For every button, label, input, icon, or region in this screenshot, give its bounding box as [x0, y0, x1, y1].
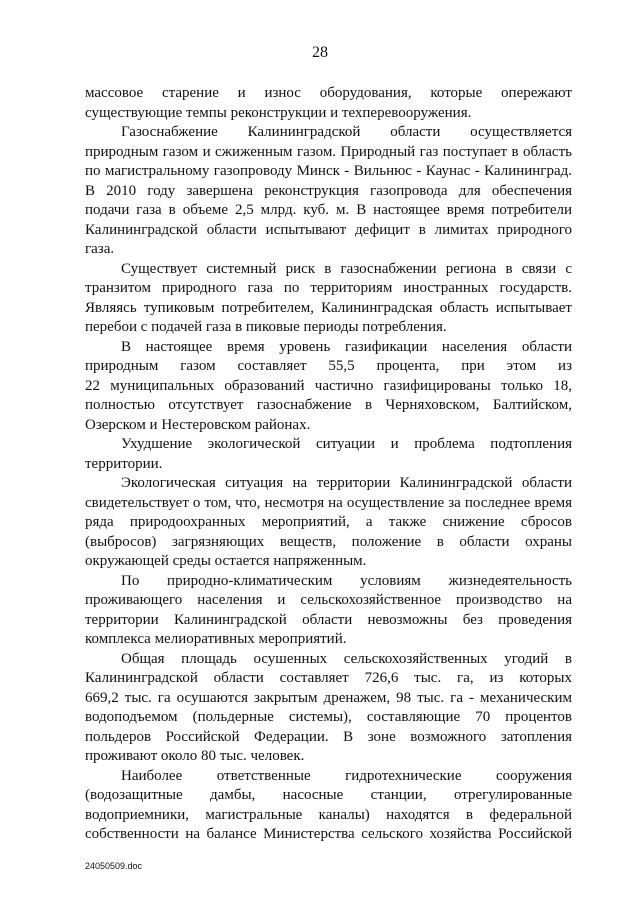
- text-line: (выбросов) загрязняющих веществ, положение в области охраны: [85, 533, 572, 550]
- paragraph: [85, 435, 572, 474]
- text-line: водоподъемом (польдерные системы), составляющие 70 процентов: [85, 709, 572, 725]
- text-line: Являясь тупиковым потребителем, Калининградская область испытывает: [85, 299, 572, 316]
- text-line: польдеров Российской Федерации. В зоне возможного затопления: [85, 728, 572, 745]
- paragraph: [85, 474, 572, 572]
- text-line: 669,2 тыс. га осушаются закрытым дренажем, 98 тыс. га - механическим: [85, 689, 572, 706]
- paragraph: [85, 338, 572, 436]
- paragraph: [85, 767, 572, 845]
- text-line: В настоящее время уровень газификации населения области: [121, 338, 572, 355]
- paragraph: [85, 650, 572, 767]
- paragraph: [85, 84, 572, 123]
- paragraph: [85, 123, 572, 260]
- text-line: Экологическая ситуация на территории Калининградской области: [121, 475, 572, 491]
- text-line: перебои с подачей газа в пиковые периоды потребления.: [85, 319, 447, 335]
- text-line: территории.: [85, 455, 163, 472]
- footer-filename: 24050509.doc: [85, 861, 143, 871]
- page-number: 28: [312, 44, 328, 61]
- text-line: по магистральному газопроводу Минск - Вильнюс - Каунас - Калининград.: [85, 163, 572, 179]
- text-line: природным газом составляет 55,5 процента, при этом из: [85, 358, 572, 374]
- text-line: территории Калининградской области невозможны без проведения: [85, 611, 572, 628]
- paragraph: [85, 260, 572, 338]
- text-line: водоприемники, магистральные каналы) находятся в федеральной: [85, 806, 572, 823]
- text-line: По природно-климатическим условиям жизнедеятельность: [121, 572, 572, 589]
- text-line: собственности на балансе Министерства сельского хозяйства Российской: [85, 826, 572, 842]
- text-line: проживают около 80 тыс. человек.: [85, 748, 305, 764]
- text-line: Газоснабжение Калининградской области осуществляется: [121, 124, 572, 140]
- text-line: подачи газа в объеме 2,5 млрд. куб. м. В настоящее время потребители: [85, 202, 572, 218]
- text-line: (водозащитные дамбы, насосные станции, отрегулированные: [85, 787, 572, 803]
- document-body: [85, 84, 572, 845]
- text-line: транзитом природного газа по территориям иностранных государств.: [85, 280, 572, 296]
- text-line: газа.: [85, 241, 115, 257]
- text-line: 22 муниципальных образований частично газифицированы только 18,: [85, 377, 572, 394]
- text-line: полностью отсутствует газоснабжение в Черняховском, Балтийском,: [85, 397, 572, 413]
- text-line: Ухудшение экологической ситуации и проблема подтопления: [121, 436, 572, 452]
- text-line: природным газом и сжиженным газом. Природный газ поступает в область: [85, 143, 572, 160]
- text-line: проживающего населения и сельскохозяйственное производство на: [85, 592, 572, 608]
- text-line: Наиболее ответственные гидротехнические сооружения: [121, 767, 572, 784]
- text-line: Калининградской области составляет 726,6 тыс. га, из которых: [85, 670, 572, 686]
- text-line: ряда природоохранных мероприятий, а также снижение сбросов: [85, 514, 572, 530]
- text-line: существующие темпы реконструкции и техперевооружения.: [85, 104, 472, 121]
- text-line: Калининградской области испытывают дефицит в лимитах природного: [85, 221, 572, 238]
- text-line: свидетельствует о том, что, несмотря на осуществление за последнее время: [85, 494, 572, 511]
- text-line: массовое старение и износ оборудования, которые опережают: [85, 85, 572, 101]
- text-line: окружающей среды остается напряженным.: [85, 553, 367, 569]
- text-line: комплекса мелиоративных мероприятий.: [85, 631, 347, 647]
- text-line: Общая площадь осушенных сельскохозяйственных угодий в: [121, 650, 572, 667]
- text-line: Существует системный риск в газоснабжении региона в связи с: [121, 260, 572, 277]
- text-line: В 2010 году завершена реконструкция газопровода для обеспечения: [85, 182, 572, 199]
- text-line: Озерском и Нестеровском районах.: [85, 416, 311, 433]
- paragraph: [85, 572, 572, 650]
